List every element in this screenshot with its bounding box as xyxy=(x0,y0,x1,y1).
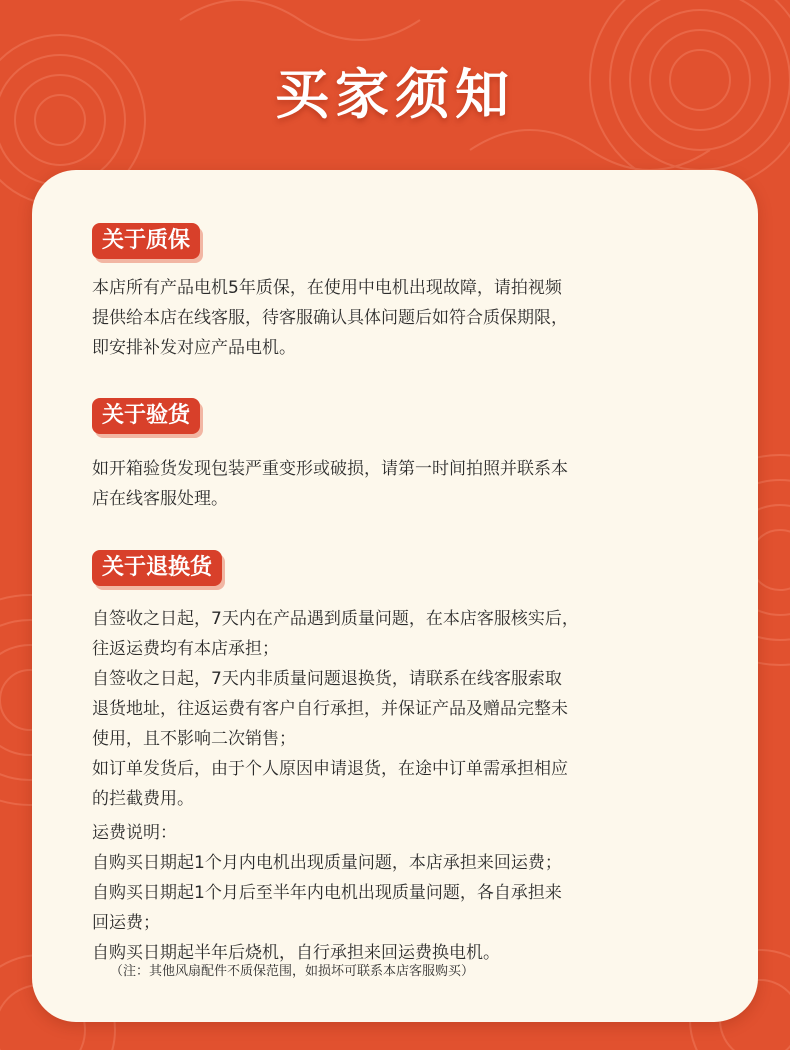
text-line: 使用，且不影响二次销售； xyxy=(92,729,296,749)
text-line: 如订单发货后，由于个人原因申请退货，在途中订单需承担相应 xyxy=(92,759,568,779)
text-line: 自签收之日起，7天内非质量问题退换货，请联系在线客服索取 xyxy=(92,669,562,689)
text-line: 回运费； xyxy=(92,913,160,933)
text-line: 本店所有产品电机5年质保，在使用中电机出现故障，请拍视频 xyxy=(92,278,562,298)
text-line: 自签收之日起，7天内在产品遇到质量问题，在本店客服核实后， xyxy=(92,609,579,629)
text-line: 的拦截费用。 xyxy=(92,789,194,809)
section-body-inspection xyxy=(92,454,682,514)
text-line: 如开箱验货发现包装严重变形或破损，请第一时间拍照并联系本 xyxy=(92,459,568,479)
section-body-returns xyxy=(92,604,682,814)
section-heading-inspection: 关于验货 xyxy=(92,398,200,434)
text-line: 往返运费均有本店承担； xyxy=(92,639,279,659)
text-line: 提供给本店在线客服，待客服确认具体问题后如符合质保期限， xyxy=(92,308,568,328)
text-line: 自购买日期起1个月后至半年内电机出现质量问题，各自承担来 xyxy=(92,883,562,903)
footnote: （注：其他风扇配件不质保范围，如损坏可联系本店客服购买） xyxy=(110,964,475,979)
text-line: 自购买日期起1个月内电机出现质量问题，本店承担来回运费； xyxy=(92,853,562,873)
section-heading-warranty: 关于质保 xyxy=(92,223,200,259)
text-line: 自购买日期起半年后烧机，自行承担来回运费换电机。 xyxy=(92,943,500,963)
text-line: 店在线客服处理。 xyxy=(92,489,228,509)
section-heading-returns: 关于退换货 xyxy=(92,550,222,586)
text-line: 退货地址，往返运费有客户自行承担，并保证产品及赠品完整未 xyxy=(92,699,568,719)
page-title: 买家须知 xyxy=(275,63,515,126)
text-line: 即安排补发对应产品电机。 xyxy=(92,338,296,358)
shipping-info xyxy=(92,818,682,968)
shipping-title: 运费说明： xyxy=(92,823,177,843)
section-body-warranty xyxy=(92,273,682,363)
